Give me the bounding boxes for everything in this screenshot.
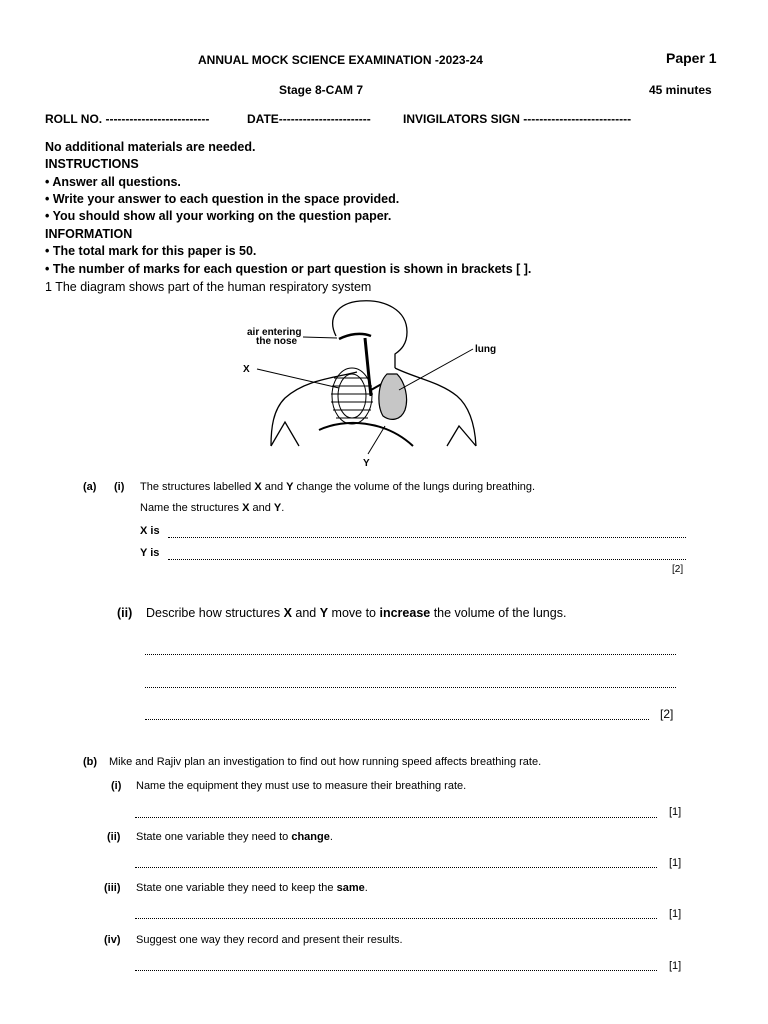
label-air-entering: air entering	[247, 327, 302, 338]
diaphragm	[319, 423, 413, 446]
y-is-label: Y is	[140, 547, 160, 559]
trachea	[365, 338, 371, 396]
date-field: DATE-----------------------	[247, 112, 371, 126]
answer-line-a-ii-3[interactable]	[145, 719, 649, 720]
information-heading: INFORMATION	[45, 227, 133, 241]
mark-b-iv: [1]	[669, 960, 682, 972]
instruction-item: • Answer all questions.	[45, 175, 181, 189]
part-b-iv-label: (iv)	[104, 934, 121, 946]
answer-line-b-iii[interactable]	[135, 918, 657, 919]
information-item: • The total mark for this paper is 50.	[45, 244, 257, 258]
question-a-i-name-text: Name the structures X and Y.	[140, 502, 285, 514]
instruction-item: • You should show all your working on the question paper.	[45, 209, 392, 223]
instructions-heading: INSTRUCTIONS	[45, 157, 139, 171]
right-shoulder-outline	[395, 368, 476, 446]
left-shoulder-outline	[271, 372, 357, 446]
question-1-intro: 1 The diagram shows part of the human respiratory system	[45, 280, 372, 294]
answer-line-b-i[interactable]	[135, 817, 657, 818]
question-b-text: Mike and Rajiv plan an investigation to find out how running speed affects breathing rate.	[109, 756, 542, 768]
right-arm-outline	[447, 426, 476, 446]
question-a-ii-text: Describe how structures X and Y move to increase the volume of the lungs.	[146, 606, 567, 620]
label-x: X	[243, 364, 250, 375]
part-a-ii-label: (ii)	[117, 606, 133, 620]
answer-line-b-ii[interactable]	[135, 867, 657, 868]
answer-line-a-ii-2[interactable]	[145, 687, 676, 688]
mark-a-i: [2]	[672, 564, 684, 575]
rib-cage	[331, 368, 373, 424]
invigilator-sign-field: INVIGILATORS SIGN ---------------------------	[403, 112, 632, 126]
respiratory-system-diagram	[235, 298, 515, 470]
no-materials-note: No additional materials are needed.	[45, 140, 256, 154]
duration: 45 minutes	[649, 83, 712, 97]
part-b-ii-label: (ii)	[107, 831, 121, 843]
question-a-i-text: The structures labelled X and Y change the volume of the lungs during breathing.	[140, 481, 536, 493]
mark-b-iii: [1]	[669, 908, 682, 920]
mark-b-ii: [1]	[669, 857, 682, 869]
label-y: Y	[363, 458, 370, 469]
part-a-i-label: (i)	[114, 481, 125, 493]
part-b-i-label: (i)	[111, 780, 122, 792]
label-lung: lung	[475, 344, 497, 355]
information-item: • The number of marks for each question or part question is shown in brackets [ ].	[45, 262, 532, 276]
part-b-label: (b)	[83, 756, 98, 768]
answer-line-x[interactable]	[168, 537, 686, 538]
lung-shape	[379, 374, 407, 419]
answer-line-b-iv[interactable]	[135, 970, 657, 971]
label-the-nose: the nose	[256, 336, 298, 347]
roll-number-field: ROLL NO. --------------------------	[45, 112, 210, 126]
question-b-iii-text: State one variable they need to keep the same.	[136, 882, 368, 894]
exam-title: ANNUAL MOCK SCIENCE EXAMINATION -2023-24	[198, 53, 483, 67]
part-a-label: (a)	[83, 481, 97, 493]
question-b-i-text: Name the equipment they must use to measure their breathing rate.	[136, 780, 467, 792]
part-b-iii-label: (iii)	[104, 882, 121, 894]
question-b-ii-text: State one variable they need to change.	[136, 831, 333, 843]
stage-label: Stage 8-CAM 7	[279, 83, 364, 97]
x-is-label: X is	[140, 525, 160, 537]
instruction-item: • Write your answer to each question in the space provided.	[45, 192, 400, 206]
mark-b-i: [1]	[669, 806, 682, 818]
question-b-iv-text: Suggest one way they record and present their results.	[136, 934, 403, 946]
left-arm-outline	[271, 422, 299, 446]
answer-line-y[interactable]	[168, 559, 686, 560]
mark-a-ii: [2]	[660, 707, 674, 721]
paper-number: Paper 1	[666, 50, 717, 66]
answer-line-a-ii-1[interactable]	[145, 654, 676, 655]
